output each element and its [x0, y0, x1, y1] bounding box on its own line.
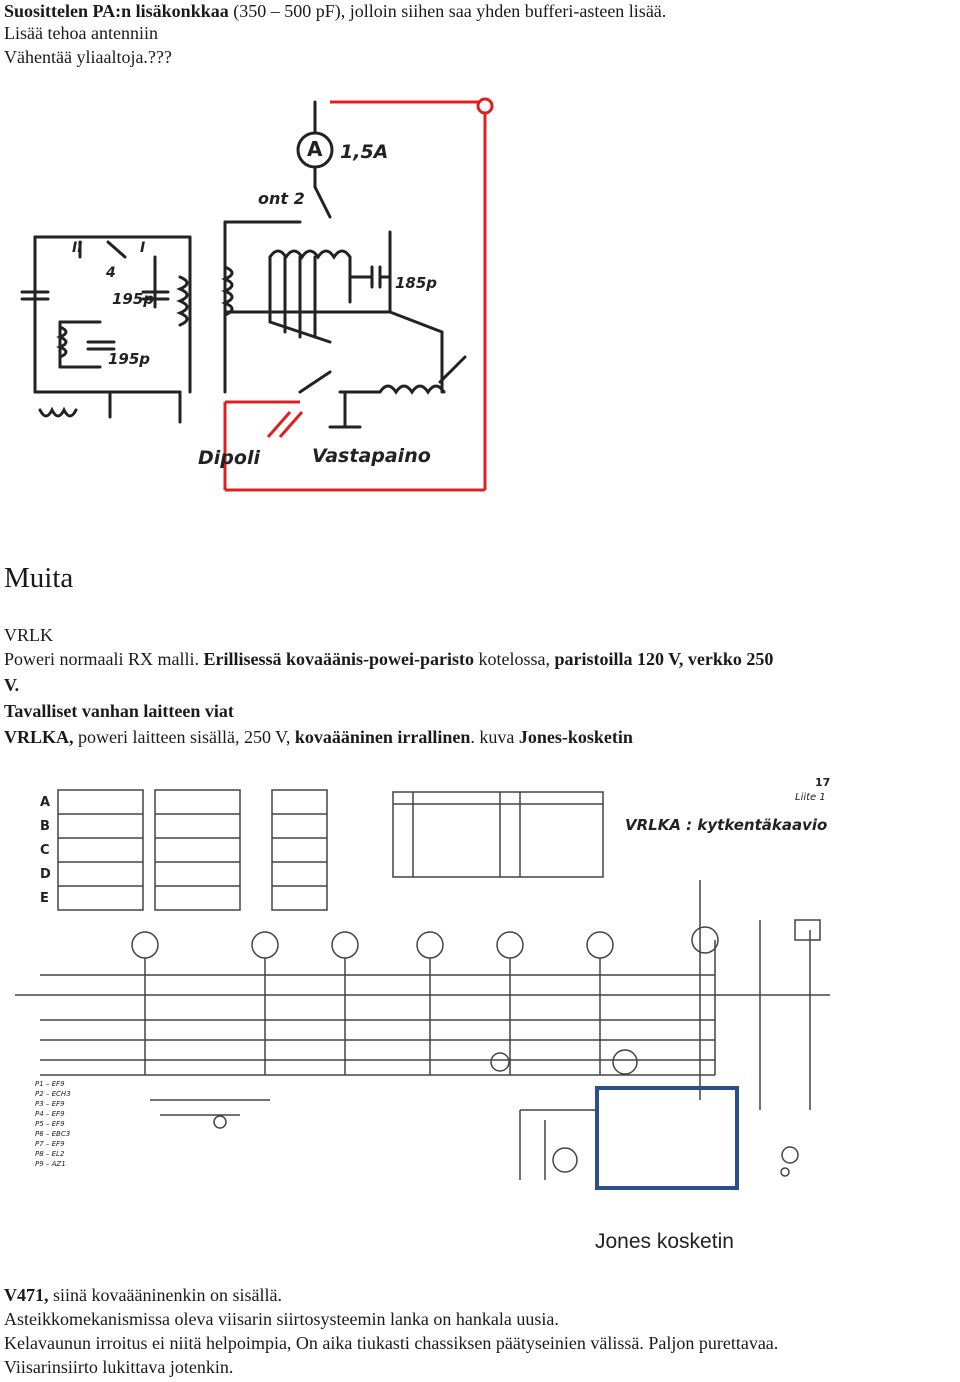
- appendix-label: Liite 1: [795, 792, 826, 803]
- vrlk-paragraph: [4, 648, 773, 670]
- jones-caption: Jones kosketin: [595, 1230, 734, 1253]
- text-run-bold: paristoilla 120 V, verkko 250: [554, 649, 774, 669]
- text-run: Poweri normaali RX malli.: [4, 649, 204, 669]
- text-run-bold: VRLKA,: [4, 727, 74, 747]
- footer-line-3: Kelavaunun irroitus ei niitä helpoimpia, On aika tiukasti chassiksen päätyseinien välissä. Paljon purettavaa.: [4, 1333, 779, 1353]
- row-label-e: E: [40, 891, 49, 906]
- switch-position-2: II: [72, 240, 83, 256]
- switch-label: ont 2: [258, 189, 305, 208]
- intro-line-1-rest: (350 – 500 pF), jolloin siihen saa yhden bufferi-asteen lisää.: [228, 1, 667, 21]
- switch-position-1: I: [140, 240, 146, 256]
- text-run-bold: Erillisessä kovaäänis-powei-paristo: [203, 649, 474, 669]
- schematic-title: VRLKA : kytkentäkaavio: [625, 816, 828, 834]
- tube-list-item: P8 – EL2: [35, 1150, 65, 1158]
- vrlka-paragraph: [4, 726, 633, 748]
- row-label-c: C: [40, 843, 50, 858]
- vrlk-paragraph-end: V.: [4, 675, 20, 695]
- intro-line-1: [4, 0, 666, 22]
- tube-list-item: P4 – EF9: [35, 1110, 65, 1118]
- text-run-bold: V471,: [4, 1285, 49, 1305]
- capacitor-label-c: 185p: [395, 274, 438, 292]
- meter-label: 1,5A: [340, 141, 389, 163]
- footer-line-4: Viisarinsiirto lukittava jotenkin.: [4, 1357, 234, 1377]
- tube-list-item: P6 – EBC3: [35, 1130, 71, 1138]
- tube-list-item: P7 – EF9: [35, 1140, 65, 1148]
- dipole-label: Dipoli: [198, 447, 260, 469]
- text-run: kotelossa,: [474, 649, 555, 669]
- text-run-bold: Jones-kosketin: [518, 727, 633, 747]
- vrlk-title: VRLK: [4, 625, 53, 645]
- tube-list-item: P2 – ECH3: [35, 1090, 71, 1098]
- vrlka-schematic: [0, 770, 850, 1260]
- counterpoise-label: Vastapaino: [312, 445, 431, 467]
- row-label-b: B: [40, 819, 50, 834]
- tube-list-item: P3 – EF9: [35, 1100, 65, 1108]
- switch-number: 4: [106, 265, 116, 281]
- intro-line-2: Lisää tehoa antenniin: [4, 23, 158, 43]
- capacitor-label-b: 195p: [108, 350, 151, 368]
- page-number: 17: [815, 776, 831, 789]
- row-label-d: D: [40, 867, 51, 882]
- tube-list-item: P5 – EF9: [35, 1120, 65, 1128]
- text-run-bold: kovaääninen irrallinen: [294, 727, 471, 747]
- text-run: poweri laitteen sisällä, 250 V,: [73, 727, 295, 747]
- capacitor-label-a: 195p: [112, 290, 155, 308]
- text-run: . kuva: [470, 727, 519, 747]
- intro-line-1-bold: Suosittelen PA:n lisäkonkkaa: [4, 1, 229, 21]
- meter-symbol: A: [307, 137, 323, 161]
- row-label-a: A: [40, 795, 51, 810]
- footer-line-1: [4, 1284, 282, 1306]
- tube-list-item: P9 – AZ1: [35, 1160, 66, 1168]
- antenna-schematic: [0, 92, 520, 502]
- typical-faults: Tavalliset vanhan laitteen viat: [4, 701, 234, 721]
- tube-list-item: P1 – EF9: [35, 1080, 65, 1088]
- section-heading: Muita: [4, 562, 74, 594]
- text-run: siinä kovaääninenkin on sisällä.: [48, 1285, 282, 1305]
- intro-line-3: Vähentää yliaaltoja.???: [4, 47, 172, 67]
- footer-line-2: Asteikkomekanismissa oleva viisarin siirtosysteemin lanka on hankala uusia.: [4, 1309, 559, 1329]
